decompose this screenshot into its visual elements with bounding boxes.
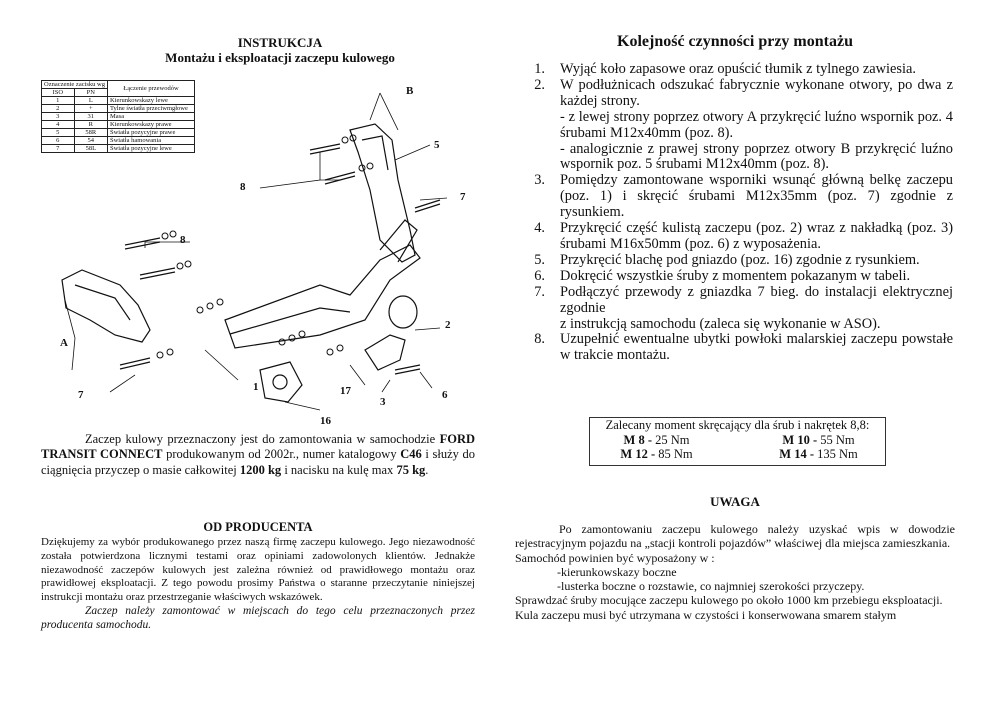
label-b: B	[406, 85, 414, 97]
warning-p2: Samochód powinien być wyposażony w :	[515, 550, 715, 565]
list-item: 3. Pomiędzy zamontowane wsporniki wsunąć główną belkę zaczepu (poz. 1) i skręcić śrubami M12x35mm (poz. 7) zgodnie z rysunkiem.	[534, 172, 953, 221]
socket-plate	[260, 362, 302, 402]
ball-cover	[389, 296, 417, 328]
producer-note: Zaczep należy zamontować w miejscach do tego celu przeznaczonych przez producenta samochodu.	[41, 604, 475, 631]
steps-title: Kolejność czynności przy montażu	[617, 33, 853, 50]
torque-m8: M 8 - 25 Nm	[623, 432, 690, 447]
table-row: 1 L Kierunkowskazy lewe	[42, 97, 195, 105]
torque-m14: M 14 - 135 Nm	[779, 447, 858, 461]
ball-neck	[365, 335, 405, 370]
instruction-title	[150, 35, 410, 65]
warning-p3: -kierunkowskazy boczne	[557, 564, 677, 579]
warning-p4: -lusterka boczne o rozstawie, co najmniej szerokości przyczepy.	[557, 579, 865, 594]
label-16: 16	[320, 415, 331, 427]
label-8-left: 8	[180, 234, 186, 246]
table-row: 4 R Kierunkowskazy prawe	[42, 121, 195, 129]
label-2: 2	[445, 319, 451, 331]
label-a: A	[60, 337, 68, 349]
list-item: 4. Przykręcić część kulistą zaczepu (poz. 2) wraz z nakładką (poz. 3) śrubami M16x50mm (poz. 6) z wyposażenia.	[534, 220, 953, 252]
label-7-left: 7	[78, 389, 84, 401]
table-row: 3 31 Masa	[42, 113, 195, 121]
title-line-1: INSTRUKCJA	[237, 35, 323, 50]
torque-title: Zalecany moment skręcający dla śrub i nakrętek 8,8:	[605, 418, 870, 432]
title-line-2: Montażu i eksploatacji zaczepu kulowego	[165, 50, 395, 65]
trailer-mass: 1200 kg	[239, 462, 282, 477]
label-8-top: 8	[240, 181, 246, 193]
table-iso-header: ISO	[42, 89, 75, 97]
producer-section	[41, 536, 475, 633]
table-desc-header: Łączenie przewodów	[108, 81, 195, 97]
table-row: 7 58L Światła pozycyjne lewe	[42, 145, 195, 153]
label-6: 6	[442, 389, 448, 401]
warning-p6: Kula zaczepu musi być utrzymana w czystości i konserwowana smarem stałym	[515, 607, 897, 622]
list-item: 2. W podłużnicach odszukać fabrycznie wykonane otwory, po dwa z każdej strony. - z lewej strony poprzez otwory A przykręcić luźno wspornik poz. 4 śrubami M12x40mm (poz. 8). - analogicznie z prawej strony poprzez otwory B przykręcić luźno wspornik poz. 5 śrubami M12x40mm (poz. 8).	[534, 76, 953, 173]
table-pn-header: PN	[74, 89, 107, 97]
torque-m10: M 10 - 55 Nm	[782, 432, 855, 447]
warning-p5: Sprawdzać śruby mocujące zaczepu kulowego po około 1000 km przebiegu eksploatacji.	[515, 593, 943, 608]
ball-load: 75 kg	[396, 462, 426, 477]
label-3: 3	[380, 396, 386, 408]
warning-p1: Po zamontowaniu zaczepu kulowego należy uzyskać wpis w dowodzie rejestracyjnym pojazdu na „stacji kontroli pojazdów” właściwej dla miejsca zamieszkania.	[515, 522, 955, 551]
label-7-right: 7	[460, 191, 466, 203]
label-1: 1	[253, 381, 259, 393]
list-item: 5. Przykręcić blachę pod gniazdo (poz. 16) zgodnie z rysunkiem.	[534, 251, 920, 268]
warning-section	[515, 522, 955, 622]
left-bracket	[62, 270, 150, 342]
producer-title: OD PRODUCENTA	[203, 520, 313, 534]
right-bracket	[350, 124, 415, 262]
producer-text: Dziękujemy za wybór produkowanego przez naszą firmę zaczepu kulowego. Jego niezawodność została potwierdzona licznymi testami oraz opiniami zadowolonych klientów. Jednakże niezawodność zaczepów kulowych jest zależna również od prawidłowego montażu oraz prawidłowej eksploatacji. Z tego powodu prosimy Państwa o staranne przeczytanie niniejszej instrukcji montażu oraz przestrzeganie właściwych wskazówek.	[41, 536, 475, 604]
list-item: 6. Dokręcić wszystkie śruby z momentem pokazanym w tabeli.	[534, 267, 911, 284]
list-item: 7. Podłączyć przewody z gniazdka 7 bieg. do instalacji elektrycznej zgodnie z instrukcją samochodu (zaleca się wykonanie w ASO).	[534, 283, 953, 332]
table-row: 6 54 Światła hamowania	[42, 137, 195, 145]
catalog-number: C46	[400, 447, 422, 462]
table-row: 2 + Tylne światła przeciwmgłowe	[42, 105, 195, 113]
label-17: 17	[340, 385, 351, 397]
label-5: 5	[434, 139, 440, 151]
wiring-table	[41, 80, 195, 153]
main-beam	[225, 245, 420, 348]
vehicle-model: FORD TRANSIT CONNECT	[41, 432, 476, 462]
table-group-header: Oznaczenie zacisku wg	[42, 81, 108, 89]
warning-title: UWAGA	[710, 494, 760, 509]
table-row: 5 58R Światła pozycyjne prawe	[42, 129, 195, 137]
steps-list	[525, 62, 953, 364]
torque-box	[589, 417, 886, 466]
list-item: 8. Uzupełnić ewentualne ubytki powłoki malarskiej zaczepu powstałe w trakcie montażu.	[534, 331, 953, 364]
list-item: 1. Wyjąć koło zapasowe oraz opuścić tłumik z tylnego zawiesia.	[534, 61, 916, 77]
intro-paragraph: Zaczep kulowy przeznaczony jest do zamontowania w samochodzie FORD TRANSIT CONNECT produkowanym od 2002r., numer katalogowy C46 i służy do ciągnięcia przyczep o masie całkowitej 1200 kg i nacisku na kulę max 75 kg.	[41, 432, 476, 477]
torque-m12: M 12 - 85 Nm	[620, 447, 693, 461]
